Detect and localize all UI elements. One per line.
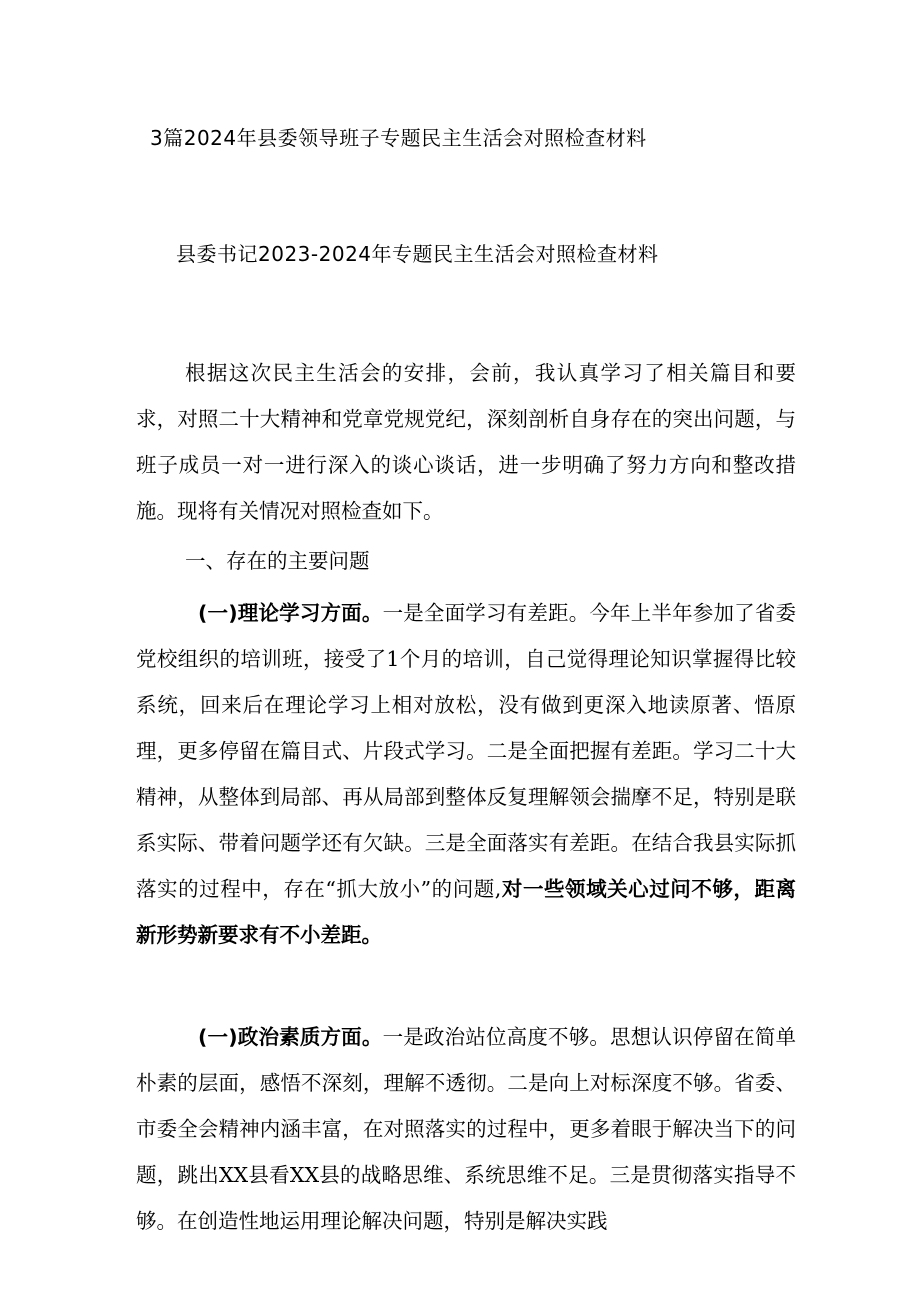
paragraph-bold-tail: 对一些领域关心过问不够，距离新形势新要求有不小差距。: [136, 877, 797, 947]
paragraph-body: 一是政治站位高度不够。思想认识停留在简单朴素的层面，感悟不深刻，理解不透彻。二是向上对标深度不够。省委、市委全会精神内涵丰富，在对照落实的过程中，更多着眼于解决当下的问题，跳出XX县看XX县的战略思维、系统思维不足。三是贯彻落实指导不够。在创造性地运用理论解决问题，特别是解决实践: [136, 1025, 797, 1233]
paragraph-lead: (一)政治素质方面。: [198, 1025, 383, 1049]
paragraph-body: 一是全面学习有差距。今年上半年参加了省委党校组织的培训班，接受了1个月的培训，自己觉得理论知识掌握得比较系统，回来后在理论学习上相对放松，没有做到更深入地读原著、悟原理，更多停留在篇目式、片段式学习。二是全面把握有差距。学习二十大精神，从整体到局部、再从局部到整体反复理解领会揣摩不足，特别是联系实际、带着问题学还有欠缺。三是全面落实有差距。在结合我县实际抓落实的过程中，存在“抓大放小”的问题,: [136, 601, 797, 901]
document-title: 3篇2024年县委领导班子专题民主生活会对照检查材料: [150, 126, 647, 150]
section-heading: 一、存在的主要问题: [185, 549, 370, 573]
paragraph-theory-study: [136, 590, 796, 958]
paragraph-lead: (一)理论学习方面。: [198, 601, 383, 625]
paragraph-political-quality: [136, 1014, 796, 1244]
document-subtitle: 县委书记2023-2024年专题民主生活会对照检查材料: [176, 242, 659, 266]
intro-paragraph: 根据这次民主生活会的安排，会前，我认真学习了相关篇目和要求，对照二十大精神和党章党规党纪，深刻剖析自身存在的突出问题，与班子成员一对一进行深入的谈心谈话，进一步明确了努力方向和整改措施。现将有关情况对照检查如下。: [136, 361, 796, 523]
